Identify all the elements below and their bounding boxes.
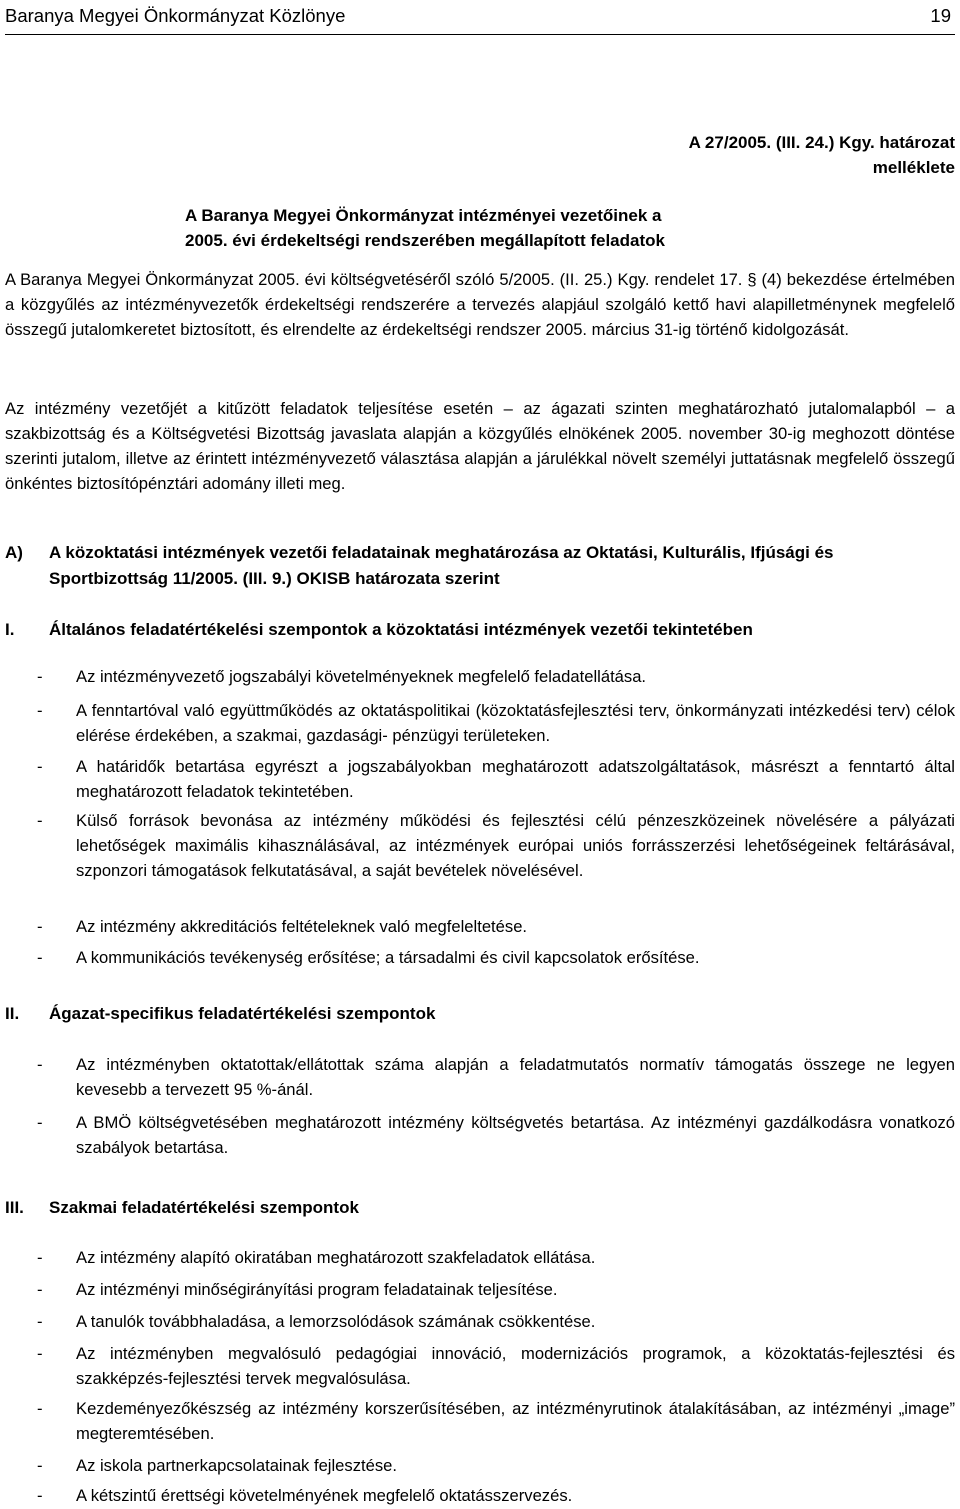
list-item-text: A kétszintű érettségi követelményének megfelelő oktatásszervezés. <box>76 1486 573 1505</box>
list-item <box>37 1453 955 1478</box>
list-bullet: - <box>37 757 43 776</box>
section-1-label: I. <box>5 620 15 639</box>
list-item <box>37 1309 955 1334</box>
section-a-heading <box>5 540 955 592</box>
list-bullet: - <box>37 667 43 686</box>
list-item-text: A tanulók továbbhaladása, a lemorzsolódások számának csökkentése. <box>76 1312 596 1331</box>
list-item-text: Külső források bevonása az intézmény működési és fejlesztési célú pénzeszközeinek növelésére a pályázati lehetőségek maximális kihasználásával, az intézmények európai uniós forrásszerzési lehetőségeinek feltárásával, szponzori támogatások felkutatásával, a saját bevételek növelésével. <box>76 811 955 880</box>
list-item <box>37 698 955 748</box>
list-item <box>37 1341 955 1391</box>
section-2-label: II. <box>5 1004 20 1023</box>
list-item-text: Az intézményben megvalósuló pedagógiai innováció, modernizációs programok, a közoktatás-fejlesztési és szakképzés-fejlesztési tervek megvalósulása. <box>76 1344 955 1388</box>
resolution-line-2: melléklete <box>872 158 955 177</box>
resolution-line-1: A 27/2005. (III. 24.) Kgy. határozat <box>688 133 955 152</box>
list-bullet: - <box>37 948 43 967</box>
gazette-title: Baranya Megyei Önkormányzat Közlönye <box>5 5 346 26</box>
list-item <box>37 1277 955 1302</box>
list-bullet: - <box>37 1248 43 1267</box>
list-item-text: A fenntartóval való együttműködés az oktatáspolitikai (közoktatásfejlesztési terv, önkormányzati intézkedési terv) célok elérése érdekében, a szakmai, gazdasági- pénzügyi területeken. <box>76 701 955 745</box>
list-item <box>37 1110 955 1160</box>
list-item <box>37 1483 955 1508</box>
section-3-heading <box>5 1195 955 1221</box>
list-item <box>37 945 955 970</box>
list-item <box>37 664 955 689</box>
list-bullet: - <box>37 811 43 830</box>
document-subtitle <box>185 203 665 253</box>
list-item <box>37 1052 955 1102</box>
page-header <box>5 0 955 36</box>
section-1-title: Általános feladatértékelési szempontok a közoktatási intézmények vezetői tekintetében <box>49 620 753 639</box>
list-item-text: A BMÖ költségvetésében meghatározott intézmény költségvetés betartása. Az intézményi gazdálkodásra vonatkozó szabályok betartása. <box>76 1113 955 1157</box>
section-a-title: A közoktatási intézmények vezetői feladatainak meghatározása az Oktatási, Kulturális, Ifjúsági és Sportbizottság 11/2005. (III. 9.) OKISB határozata szerint <box>49 543 834 588</box>
subtitle-line-2: 2005. évi érdekeltségi rendszerében megállapított feladatok <box>185 231 665 250</box>
section-2-title: Ágazat-specifikus feladatértékelési szempontok <box>49 1004 436 1023</box>
list-bullet: - <box>37 701 43 720</box>
header-rule <box>5 34 955 35</box>
list-item-text: Az iskola partnerkapcsolatainak fejlesztése. <box>76 1456 397 1475</box>
list-bullet: - <box>37 1486 43 1505</box>
section-a-label: A) <box>5 543 23 562</box>
list-bullet: - <box>37 1055 43 1074</box>
section-2-heading <box>5 1001 955 1027</box>
list-item-text: A határidők betartása egyrészt a jogszabályokban meghatározott adatszolgáltatások, másrészt a fenntartó által meghatározott feladatok tekintetében. <box>76 757 955 801</box>
list-item-text: Az intézmény akkreditációs feltételeknek való megfeleltetése. <box>76 917 528 936</box>
list-item-text: Az intézményi minőségirányítási program feladatainak teljesítése. <box>76 1280 558 1299</box>
list-item <box>37 914 955 939</box>
list-bullet: - <box>37 1399 43 1418</box>
section-1-heading <box>5 617 955 643</box>
reward-paragraph: Az intézmény vezetőjét a kitűzött feladatok teljesítése esetén – az ágazati szinten meghatározható jutalomalapból – a szakbizottság és a Költségvetési Bizottság javaslata alapján a közgyűlés elnökének 2005. november 30-ig meghozott döntése szerinti jutalom, illetve az érintett intézményvezető választása alapján a járulékkal növelt személyi juttatásnak megfelelő összegű önkéntes biztosítópénztári adomány illeti meg. <box>5 399 955 493</box>
intro-paragraph: A Baranya Megyei Önkormányzat 2005. évi költségvetéséről szóló 5/2005. (II. 25.) Kgy. rendelet 17. § (4) bekezdése értelmében a közgyűlés az intézményvezetők érdekeltségi rendszerére a tervezés alapjául szolgáló kettő havi alapilletménynek megfelelő összegű jutalomkeretet biztosított, és elrendelte az érdekeltségi rendszer 2005. március 31-ig történő kidolgozását. <box>5 270 955 339</box>
list-bullet: - <box>37 1280 43 1299</box>
list-bullet: - <box>37 1456 43 1475</box>
list-item-text: Kezdeményezőkészség az intézmény korszerűsítésében, az intézményrutinok átalakításában, az intézményi „image” megteremtésében. <box>76 1399 955 1443</box>
list-item <box>37 808 955 883</box>
list-bullet: - <box>37 917 43 936</box>
list-item-text: Az intézmény alapító okiratában meghatározott szakfeladatok ellátása. <box>76 1248 596 1267</box>
page-number: 19 <box>930 5 951 26</box>
section-3-label: III. <box>5 1198 24 1217</box>
subtitle-line-1: A Baranya Megyei Önkormányzat intézményei vezetőinek a <box>185 206 662 225</box>
list-bullet: - <box>37 1344 43 1363</box>
resolution-reference <box>689 130 955 180</box>
list-item <box>37 754 955 804</box>
list-item <box>37 1396 955 1446</box>
list-item-text: Az intézményvezető jogszabályi követelményeknek megfelelő feladatellátása. <box>76 667 647 686</box>
list-item <box>37 1245 955 1270</box>
list-bullet: - <box>37 1312 43 1331</box>
list-item-text: A kommunikációs tevékenység erősítése; a társadalmi és civil kapcsolatok erősítése. <box>76 948 700 967</box>
list-item-text: Az intézményben oktatottak/ellátottak száma alapján a feladatmutatós normatív támogatás összege ne legyen kevesebb a tervezett 95 %-ánál. <box>76 1055 955 1099</box>
list-bullet: - <box>37 1113 43 1132</box>
section-3-title: Szakmai feladatértékelési szempontok <box>49 1198 359 1217</box>
